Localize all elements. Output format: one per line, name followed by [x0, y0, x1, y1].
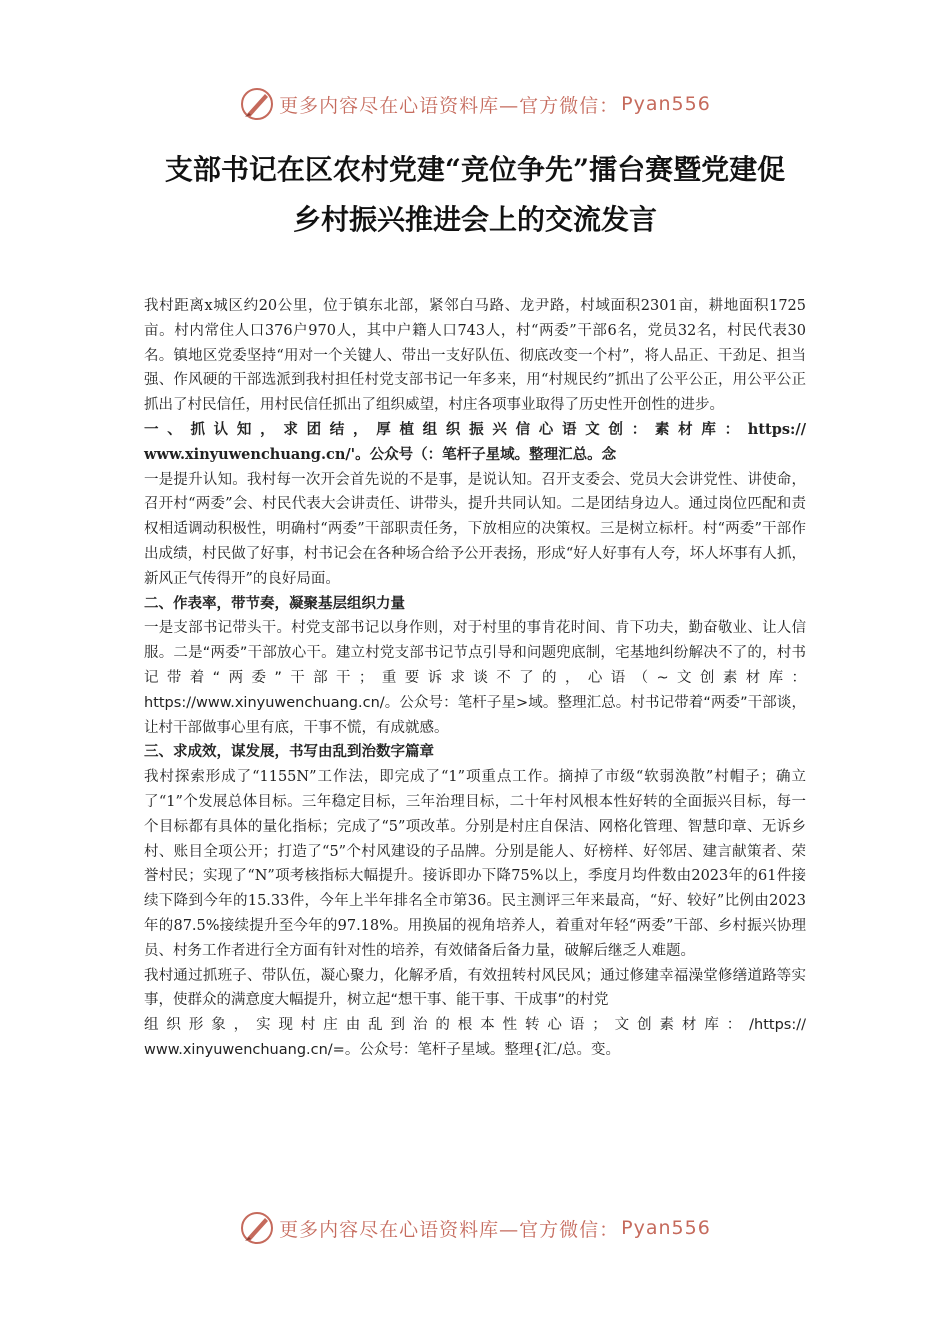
title-line-1: 支部书记在区农村党建“竞位争先”擂台赛暨党建促 — [164, 153, 786, 186]
closing-paragraph-line-3: www.xinyuwenchuang.cn/=。公众号：笔杆子星域。整理{汇/总。变。 — [144, 1041, 620, 1058]
section-3-paragraph: 我村探索形成了“1155N”工作法，即完成了“1”项重点工作。摘掉了市级“软弱涣散”村帽子；确立了“1”个发展总体目标。三年稳定目标，三年治理目标，二十年村风根本性好转的全面振兴目标，每一个目标都有具体的量化指标；完成了“5”项改革。分别是村庄自保洁、网格化管理、智慧印章、无诉乡村、账目全项公开；打造了“5”个村风建设的子品牌。分别是能人、好榜样、好邻居、建言献策者、荣誉村民；实现了“N”项考核指标大幅提升。接诉即办下降75%以上，季度月均件数由2023年的61件接续下降到今年的15.33件，今年上半年排名全市第36。民主测评三年来最高，“好、较好”比例由2023年的87.5%接续提升至今年的97.18%。用换届的视角培养人，着重对年轻“两委”干部、乡村振兴协理员、村务工作者进行全方面有针对性的培养，有效储备后备力量，破解后继乏人难题。 — [144, 769, 806, 959]
section-2-heading: 二、作表率，带节奏，凝聚基层组织力量 — [144, 595, 405, 612]
banner-text: 更多内容尽在心语资料库—官方微信： — [279, 1218, 620, 1241]
document-body — [144, 294, 806, 1063]
closing-paragraph-line-1: 我村通过抓班子、带队伍，凝心聚力，化解矛盾，有效扭转村风民风；通过修建幸福澡堂修缮道路等实事，使群众的满意度大幅提升，树立起“想干事、能干事、干成事”的村党 — [144, 967, 806, 1009]
document-title — [0, 145, 950, 245]
closing-paragraph-line-2: 组织形象，实现村庄由乱到治的根本性转心语；文创素材库：/https:// — [144, 1017, 806, 1034]
title-line-2: 乡村振兴推进会上的交流发言 — [292, 203, 657, 236]
pen-logo-icon — [239, 1210, 275, 1246]
footer-banner — [0, 1206, 950, 1250]
section-1-paragraph: 一是提升认知。我村每一次开会首先说的不是事，是说认知。召开支委会、党员大会讲党性、讲使命，召开村“两委”会、村民代表大会讲责任、讲带头，提升共同认知。二是团结身边人。通过岗位匹配和责权相适调动积极性，明确村“两委”干部职责任务，下放相应的决策权。三是树立标杆。村“两委”干部作出成绩，村民做了好事，村书记会在各种场合给予公开表扬，形成“好人好事有人夸，坏人坏事有人抓，新风正气传得开”的良好局面。 — [144, 471, 806, 587]
banner-handle: Pyan556 — [621, 1217, 711, 1239]
section-2-paragraph: 一是支部书记带头干。村党支部书记以身作则，对于村里的事肯花时间、肯下功夫，勤奋敬业、让人信服。二是“两委”干部放心干。建立村党支部书记节点引导和问题兜底制，宅基地纠纷解决不了的，村书记带着“两委”干部干；重要诉求谈不了的，心语（~文创素材库：https://www.xinyuwenchuang.cn/。公众号：笔杆子星>域。整理汇总。村书记带着“两委”干部谈，让村干部做事心里有底，干事不慌，有成就感。 — [144, 620, 806, 736]
section-3-heading: 三、求成效，谋发展，书写由乱到治数字篇章 — [144, 744, 434, 761]
pen-logo-icon — [239, 86, 275, 122]
section-1-heading-line-2: www.xinyuwenchuang.cn/'。公众号（：笔杆子星域。整理汇总。念 — [144, 445, 617, 463]
banner-text: 更多内容尽在心语资料库—官方微信： — [279, 94, 620, 117]
banner-handle: Pyan556 — [621, 93, 711, 115]
intro-paragraph: 我村距离x城区约20公里，位于镇东北部，紧邻白马路、龙尹路，村域面积2301亩，耕地面积1725亩。村内常住人口376户970人，其中户籍人口743人，村“两委”干部6名，党员32名，村民代表30名。镇地区党委坚持“用对一个关键人、带出一支好队伍、彻底改变一个村”，将人品正、干劲足、担当强、作风硬的干部选派到我村担任村党支部书记一年多来，用“村规民约”抓出了公平公正，用公平公正抓出了村民信任，用村民信任抓出了组织威望，村庄各项事业取得了历史性开创性的进步。 — [144, 298, 806, 414]
header-banner — [0, 82, 950, 126]
section-1-heading-line-1: 一、抓认知，求团结，厚植组织振兴信心语文创：素材库：https:// — [144, 420, 806, 438]
